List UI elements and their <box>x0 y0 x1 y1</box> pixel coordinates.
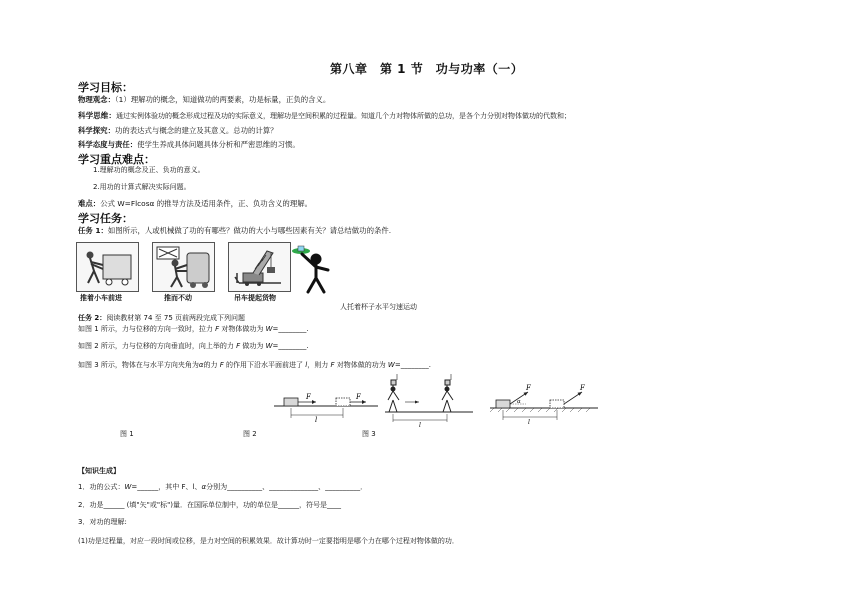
force-label: F <box>306 393 311 401</box>
figure-label: 图 2 <box>243 430 257 438</box>
task1-text: 如图所示，人或机械做了功的有哪些？做功的大小与哪些因素有关？请总结做功的条件. <box>107 226 392 235</box>
picture-caption: 人托着杯子水平匀速运动 <box>340 303 417 311</box>
angle-label: α <box>517 399 521 405</box>
figure3-diagram <box>488 384 600 424</box>
goal-scientific-inquiry <box>78 126 278 136</box>
figure-label: 图 3 <box>362 430 376 438</box>
page-title: 第八章 第 1 节 功与功率（一） <box>330 62 524 76</box>
keypoint-item: 1.理解功的概念及正、负功的意义。 <box>93 166 205 174</box>
keypoints-heading: 学习重点难点： <box>78 153 155 166</box>
task2-label: 任务 2： <box>78 314 107 322</box>
knowledge-line-4: (1)功是过程量，对应一段时间或位移，是力对空间的积累效果．故计算功时一定要指明是哪个力在哪个过程对物体做的功． <box>78 537 459 545</box>
difficulty-label: 难点： <box>78 199 101 208</box>
goal-text: 功的表达式与概念的建立及其意义。总功的计算？ <box>114 126 278 135</box>
picture-caption: 推而不动 <box>164 294 192 302</box>
displacement-label: l <box>419 422 421 428</box>
knowledge-line-2: 2．功是______ (填"矢"或"标")量．在国际单位制中，功的单位是______，符号是____ <box>78 501 342 509</box>
displacement-label: l <box>528 419 530 424</box>
force-label: F <box>526 384 531 392</box>
knowledge-line-3: 3．对功的理解: <box>78 518 127 526</box>
goal-attitude <box>78 140 300 150</box>
goal-physics-concept <box>78 95 330 105</box>
figure1-diagram <box>270 388 380 424</box>
goal-label: 科学思维： <box>78 111 116 120</box>
force-label: F <box>580 384 585 392</box>
task2-line <box>78 313 245 323</box>
goal-scientific-thinking <box>78 111 571 121</box>
task1-line <box>78 226 391 236</box>
question-fig1: 如图 1 所示，力与位移的方向一致时，拉力 F 对物体做功为 W=________. <box>78 325 309 333</box>
tasks-heading: 学习任务： <box>78 212 133 225</box>
goal-text: （1）理解功的概念，知道做功的两要素，功是标量，正负的含义。 <box>114 95 331 104</box>
task2-text: 阅读教材第 74 至 75 页前两段完成下列问题 <box>106 314 246 322</box>
goals-heading: 学习目标： <box>78 81 133 94</box>
picture-caption: 推着小车前进 <box>80 294 122 302</box>
goal-text: 通过实例体验功的概念形成过程及功的实际意义，理解功是空间积累的过程量。知道几个力对物体所做的总功，是各个力分别对物体做功的代数和； <box>115 112 571 120</box>
difficulty-line <box>78 199 312 209</box>
difficulty-text: 公式 W=Flcosα 的推导方法及适用条件，正、负功含义的理解。 <box>100 199 312 208</box>
force-label: F <box>356 393 361 401</box>
question-fig3: 如图 3 所示，物体在与水平方向夹角为α的力 F 的作用下沿水平面前进了 l，则力 F 对物体做的功为 W=________. <box>78 361 431 369</box>
displacement-label: l <box>315 416 318 424</box>
knowledge-heading: 【知识生成】 <box>78 467 120 475</box>
keypoint-item: 2.用功的计算式解决实际问题。 <box>93 183 191 191</box>
figure-label: 图 1 <box>120 430 134 438</box>
goal-label: 科学探究： <box>78 126 115 135</box>
picture-crane-lifting <box>228 242 291 292</box>
picture-push-not-moving <box>152 242 215 292</box>
picture-caption: 吊车提起货物 <box>234 294 276 302</box>
picture-carry-cup <box>290 244 340 294</box>
question-fig2: 如图 2 所示，力与位移的方向垂直时，向上举的力 F 做功为 W=________. <box>78 342 309 350</box>
goal-label: 科学态度与责任： <box>78 140 138 149</box>
picture-push-cart <box>76 242 139 292</box>
task1-label: 任务 1： <box>78 226 108 235</box>
knowledge-line-1: 1．功的公式：W=______，其中 F、l、α分别为__________、______________、__________． <box>78 483 368 491</box>
figure2-diagram <box>383 374 475 428</box>
goal-text: 使学生养成具体问题具体分析和严密思维的习惯。 <box>137 140 300 149</box>
goal-label: 物理观念： <box>78 95 115 104</box>
